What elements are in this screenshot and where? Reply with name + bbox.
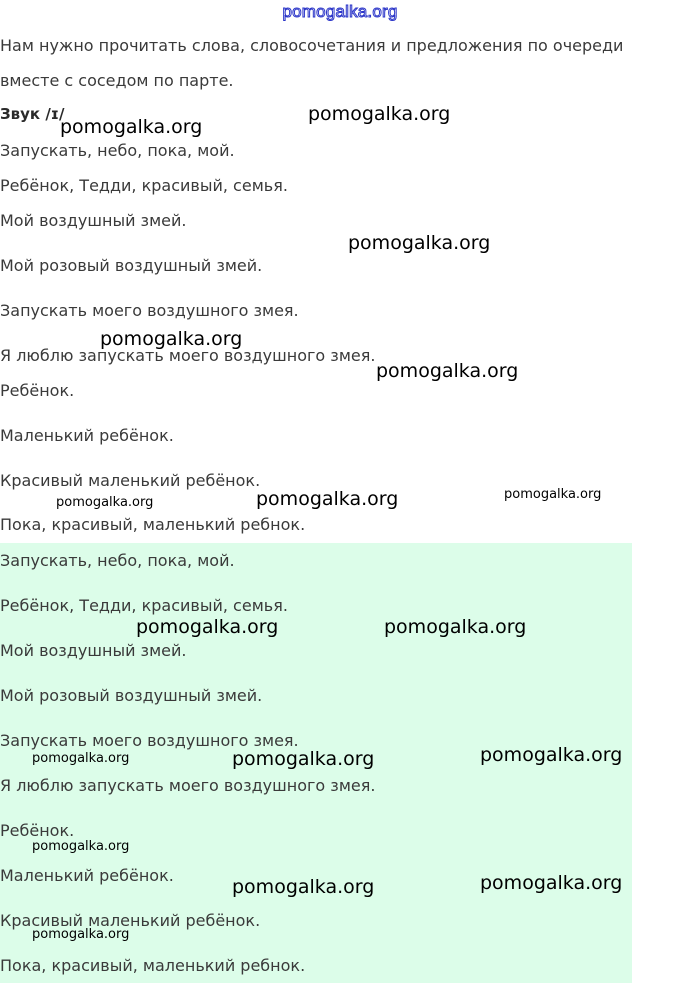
watermark: pomogalka.org bbox=[308, 103, 451, 125]
exercise-line: Запускать, небо, пока, мой. bbox=[0, 141, 235, 160]
watermark: pomogalka.org bbox=[256, 488, 399, 510]
watermark: pomogalka.org bbox=[232, 748, 375, 770]
watermark: pomogalka.org bbox=[232, 876, 375, 898]
watermark: pomogalka.org bbox=[480, 744, 623, 766]
watermark: pomogalka.org bbox=[32, 927, 130, 942]
sound-heading: Звук /ɪ/ bbox=[0, 105, 65, 123]
answer-line: Мой воздушный змей. bbox=[0, 641, 187, 660]
watermark: pomogalka.org bbox=[136, 616, 279, 638]
exercise-line: Я люблю запускать моего воздушного змея. bbox=[0, 346, 376, 365]
watermark: pomogalka.org bbox=[32, 751, 130, 766]
exercise-line: Ребёнок. bbox=[0, 381, 75, 400]
answer-line: Красивый маленький ребёнок. bbox=[0, 911, 261, 930]
exercise-line: Красивый маленький ребёнок. bbox=[0, 471, 261, 490]
watermark: pomogalka.org bbox=[348, 232, 491, 254]
watermark: pomogalka.org bbox=[100, 328, 243, 350]
answer-line: Я люблю запускать моего воздушного змея. bbox=[0, 776, 376, 795]
answer-line: Ребёнок, Тедди, красивый, семья. bbox=[0, 596, 288, 615]
answer-line: Запускать моего воздушного змея. bbox=[0, 731, 299, 750]
answer-line: Мой розовый воздушный змей. bbox=[0, 686, 263, 705]
watermark: pomogalka.org bbox=[32, 839, 130, 854]
exercise-line: Пока, красивый, маленький ребнок. bbox=[0, 515, 306, 534]
answer-line: Ребёнок. bbox=[0, 821, 75, 840]
task-instruction: Нам нужно прочитать слова, словосочетания и предложения по очереди вместе с соседом по парте. bbox=[0, 36, 624, 90]
exercise-line: Мой воздушный змей. bbox=[0, 211, 187, 230]
watermark: pomogalka.org bbox=[480, 872, 623, 894]
watermark: pomogalka.org bbox=[504, 487, 602, 502]
answer-line: Пока, красивый, маленький ребнок. bbox=[0, 956, 306, 975]
exercise-line: Мой розовый воздушный змей. bbox=[0, 256, 263, 275]
answer-line: Запускать, небо, пока, мой. bbox=[0, 551, 235, 570]
watermark: pomogalka.org bbox=[384, 616, 527, 638]
watermark: pomogalka.org bbox=[376, 360, 519, 382]
exercise-line: Маленький ребёнок. bbox=[0, 426, 174, 445]
site-header-logo[interactable]: pomogalka.org bbox=[282, 2, 398, 21]
watermark: pomogalka.org bbox=[56, 495, 154, 510]
exercise-line: Запускать моего воздушного змея. bbox=[0, 301, 299, 320]
answer-line: Маленький ребёнок. bbox=[0, 866, 174, 885]
watermark: pomogalka.org bbox=[60, 116, 203, 138]
exercise-line: Ребёнок, Тедди, красивый, семья. bbox=[0, 176, 288, 195]
